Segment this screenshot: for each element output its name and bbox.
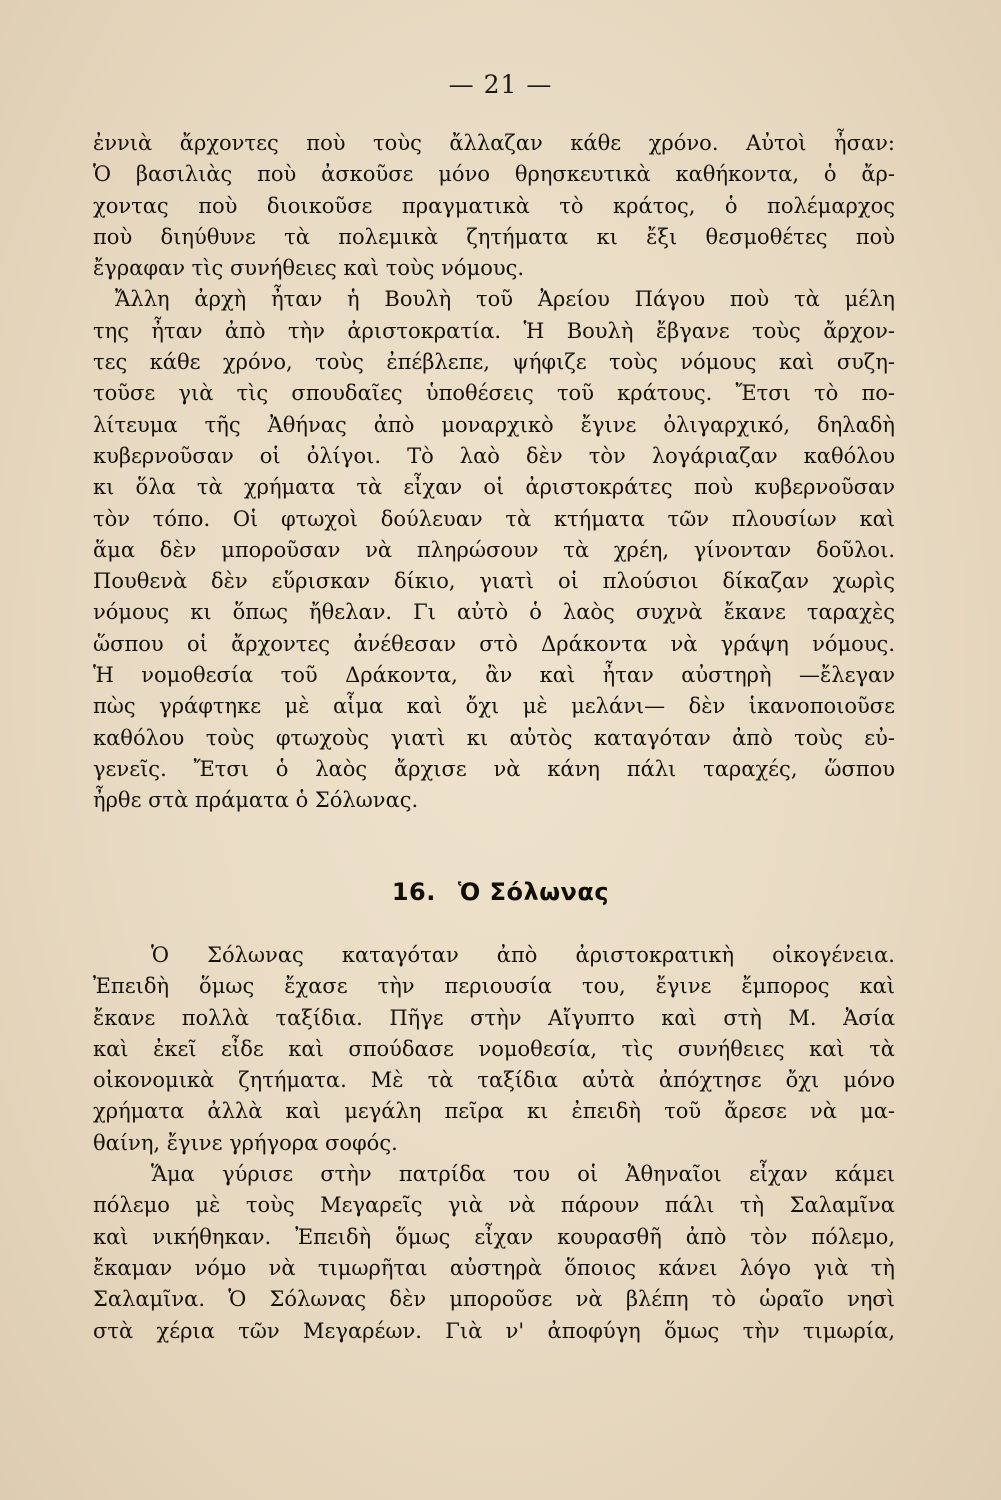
text-line: τὸν τόπο. Οἱ φτωχοὶ δούλευαν τὰ κτήματα τῶν πλουσίων καὶ [93,506,895,531]
text-line: της ἦταν ἀπὸ τὴν ἀριστοκρατία. Ἡ Βουλὴ ἔβγανε τοὺς ἄρχον- [93,318,895,343]
text-line: νόμους κι ὅπως ἤθελαν. Γι αὐτὸ ὁ λαὸς συχνὰ ἔκανε ταραχὲς [93,600,895,625]
text-line: κι ὅλα τὰ χρήματα τὰ εἶχαν οἱ ἀριστοκράτες ποὺ κυβερνοῦσαν [93,475,895,500]
text-line: ἔγραφαν τὶς συνήθειες καὶ τοὺς νόμους. [93,256,525,281]
text-line: Ἄλλη ἀρχὴ ἦταν ἡ Βουλὴ τοῦ Ἀρείου Πάγου ποὺ τὰ μέλη [115,287,895,312]
text-line: οἰκονομικὰ ζητήματα. Μὲ τὰ ταξίδια αὐτὰ ἀπόχτησε ὄχι μόνο [93,1068,895,1093]
text-line: λίτευμα τῆς Ἀθήνας ἀπὸ μοναρχικὸ ἔγινε ὀλιγαρχικό, δηλαδὴ [93,412,895,437]
text-line: Πουθενὰ δὲν εὕρισκαν δίκιο, γιατὶ οἱ πλούσιοι δίκαζαν χωρὶς [93,569,895,594]
text-line: πὼς γράφτηκε μὲ αἷμα καὶ ὄχι μὲ μελάνι— δὲν ἱκανοποιοῦσε [93,694,895,719]
text-line: Ἅμα γύρισε στὴν πατρίδα του οἱ Ἀθηναῖοι εἶχαν κάμει [151,1162,895,1187]
text-line: ὥσπου οἱ ἄρχοντες ἀνέθεσαν στὸ Δράκοντα νὰ γράψη νόμους. [93,631,895,656]
text-line: στὰ χέρια τῶν Μεγαρέων. Γιὰ ν' ἀποφύγη ὅμως τὴν τιμωρία, [93,1318,895,1343]
text-line: Ἐπειδὴ ὅμως ἔχασε τὴν περιουσία του, ἔγινε ἔμπορος καὶ [93,974,895,999]
text-line: κυβερνοῦσαν οἱ ὀλίγοι. Τὸ λαὸ δὲν τὸν λογάριαζαν καθόλου [93,443,895,468]
text-line: τοῦσε γιὰ τὶς σπουδαῖες ὑποθέσεις τοῦ κράτους. Ἔτσι τὸ πο- [93,381,895,406]
text-line: θαίνη, ἔγινε γρήγορα σοφός. [93,1130,398,1155]
text-line: Ὁ Σόλωνας καταγόταν ἀπὸ ἀριστοκρατικὴ οἰκογένεια. [151,943,895,967]
page-number: — 21 — [448,70,553,99]
text-line: γενεῖς. Ἔτσι ὁ λαὸς ἄρχισε νὰ κάνη πάλι ταραχές, ὥσπου [93,756,895,781]
text-line: χοντας ποὺ διοικοῦσε πραγματικὰ τὸ κράτος, ὁ πολέμαρχος [93,193,895,218]
text-line: τες κάθε χρόνο, τοὺς ἐπέβλεπε, ψήφιζε τοὺς νόμους καὶ συζη- [93,350,895,375]
section-title: Ὁ Σόλωνας [457,878,610,906]
section-heading [0,878,1001,906]
text-line: καὶ ἐκεῖ εἶδε καὶ σπούδασε νομοθεσία, τὶς συνήθειες καὶ τὰ [93,1036,895,1061]
text-line: Ὁ βασιλιὰς ποὺ ἀσκοῦσε μόνο θρησκευτικὰ καθήκοντα, ὁ ἄρ- [93,162,895,187]
section-number: 16. [391,878,436,906]
text-line: καὶ νικήθηκαν. Ἐπειδὴ ὅμως εἶχαν κουρασθῆ ἀπὸ τὸν πόλεμο, [93,1224,895,1249]
text-line: ἔκαμαν νόμο νὰ τιμωρῆται αὐστηρὰ ὅποιος κάνει λόγο γιὰ τὴ [93,1255,895,1280]
text-line: χρήματα ἀλλὰ καὶ μεγάλη πεῖρα κι ἐπειδὴ τοῦ ἄρεσε νὰ μα- [93,1099,895,1124]
text-line: καθόλου τοὺς φτωχοὺς γιατὶ κι αὐτὸς καταγόταν ἀπὸ τοὺς εὐ- [93,725,895,750]
text-line: ἦρθε στὰ πράματα ὁ Σόλωνας. [93,788,419,813]
paragraphs-top [93,128,895,817]
text-line: ποὺ διηύθυνε τὰ πολεμικὰ ζητήματα κι ἔξι θεσμοθέτες ποὺ [93,224,895,249]
text-line: ἐννιὰ ἄρχοντες ποὺ τοὺς ἄλλαζαν κάθε χρόνο. Αὐτοὶ ἦσαν: [93,131,895,155]
text-line: ἅμα δὲν μποροῦσαν νὰ πληρώσουν τὰ χρέη, γίνονταν δοῦλοι. [93,537,895,562]
text-line: Ἡ νομοθεσία τοῦ Δράκοντα, ἂν καὶ ἦταν αὐστηρὴ —ἔλεγαν [93,663,895,688]
text-line: ἔκανε πολλὰ ταξίδια. Πῆγε στὴν Αἴγυπτο καὶ στὴ Μ. Ἀσία [93,1005,895,1030]
text-line: πόλεμο μὲ τοὺς Μεγαρεῖς γιὰ νὰ πάρουν πάλι τὴ Σαλαμῖνα [93,1193,895,1218]
paragraphs-bottom [93,940,895,1347]
text-line: Σαλαμῖνα. Ὁ Σόλωνας δὲν μποροῦσε νὰ βλέπη τὸ ὡραῖο νησὶ [93,1287,895,1312]
